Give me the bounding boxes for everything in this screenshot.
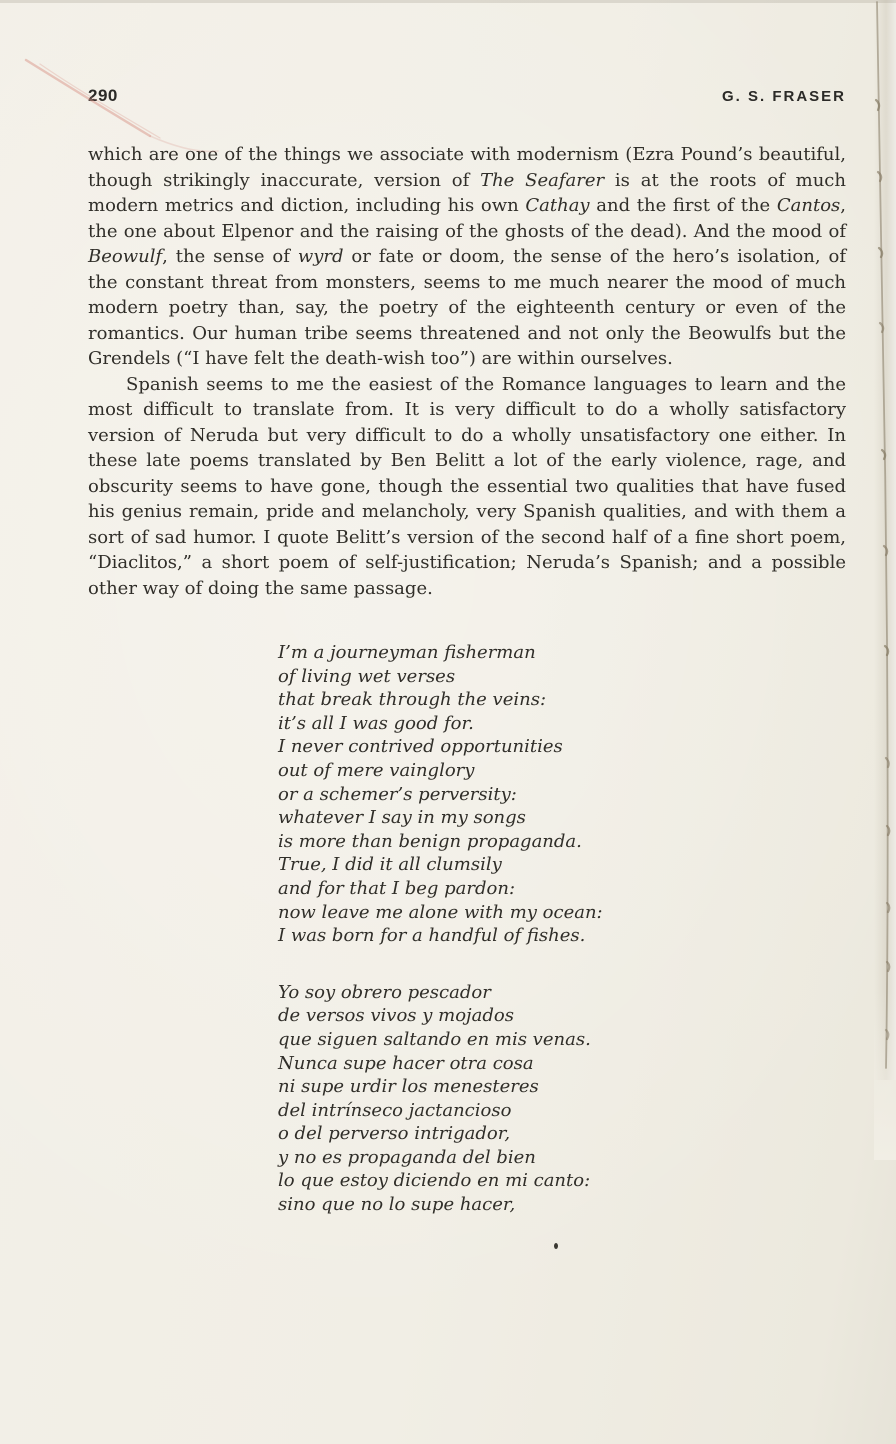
poem-line: Yo soy obrero pescador: [278, 981, 491, 1003]
poem-line: now leave me alone with my ocean:: [278, 901, 603, 923]
body-paragraph: [88, 142, 846, 372]
poem-line: Nunca supe hacer otra cosa: [278, 1052, 534, 1074]
poem-line: and for that I beg pardon:: [278, 877, 516, 899]
paragraph-text: is at the roots of much modern metrics and diction, including his own: [88, 169, 846, 216]
paragraph-text: , the one about Elpenor and the raising of the ghosts of the dead). And the mood of: [88, 195, 846, 242]
page-edge-shadow-fade: [874, 990, 896, 1160]
italic-title-text: wyrd: [297, 246, 344, 267]
italic-title-text: Beowulf: [88, 246, 163, 267]
paragraph-text: or fate or doom, the sense of the hero’s isolation, of the constant threat from monsters, seems to me much nearer the mood of much modern poetry than, say, the poetry of the eighteenth century or even of the romantics. Our human tribe seems threatened and not only the Beowulfs but the Grendels (“I have felt the death-wish too”) are within ourselves.: [88, 246, 846, 369]
poem-line: y no es propaganda del bien: [278, 1146, 536, 1168]
poem-line: True, I did it all clumsily: [278, 854, 502, 876]
page-number: 290: [88, 86, 118, 105]
paragraph-text: and the first of the: [589, 195, 777, 216]
poem-spanish-original: [278, 981, 846, 1217]
paragraph-text: which are one of the things we associate with modernism (Ezra Pound’s beautiful, though strikingly inaccurate, version of: [88, 144, 846, 191]
poem-line: it’s all I was good for.: [278, 712, 474, 734]
paragraph-text: , the sense of: [162, 246, 298, 267]
running-header-author: G. S. FRASER: [721, 88, 846, 105]
paragraph-text: Spanish seems to me the easiest of the Romance languages to learn and the most difficult to translate from. It is very difficult to do a wholly satisfactory version of Neruda but very difficult to do a wholly unsatisfactory one either. In these late poems translated by Ben Belitt a lot of the early violence, rage, and obscurity seems to have gone, though the essential two qualities that have fused his genius remain, pride and melancholy, very Spanish qualities, and with them a sort of sad humor. I quote Belitt’s version of the second half of a fine short poem, “Diaclitos,” a short poem of self-justification; Neruda’s Spanish; and a possible other way of doing the same passage.: [88, 373, 846, 599]
poem-line: del intrínseco jactancioso: [278, 1099, 512, 1121]
body-paragraph: [88, 372, 846, 602]
poem-line: que siguen saltando en mis venas.: [278, 1028, 591, 1050]
poem-line: de versos vivos y mojados: [278, 1005, 514, 1027]
scan-top-edge: [0, 0, 896, 3]
body-text: [88, 142, 846, 601]
running-head-row: [88, 86, 846, 106]
poem-line: I never contrived opportunities: [278, 736, 563, 758]
poem-line: sino que no lo supe hacer,: [278, 1194, 516, 1216]
poem-line: is more than benign propaganda.: [278, 830, 582, 852]
poem-english-translation: [278, 641, 846, 948]
italic-title-text: Cantos: [776, 195, 841, 216]
poem-line: o del perverso intrigador,: [278, 1123, 511, 1145]
ink-dot-mark: [554, 1243, 558, 1249]
italic-title-text: Cathay: [525, 195, 590, 216]
page-content: [88, 86, 846, 1249]
poem-line: lo que estoy diciendo en mi canto:: [278, 1170, 591, 1192]
poem-line: of living wet verses: [278, 665, 456, 687]
page-edge-line: [876, 2, 889, 1068]
poem-line: I’m a journeyman fisherman: [278, 642, 536, 663]
poem-line: whatever I say in my songs: [278, 807, 526, 829]
poem-line: out of mere vainglory: [278, 759, 475, 781]
italic-title-text: The Seafarer: [480, 169, 605, 191]
poem-line: that break through the veins:: [278, 689, 547, 711]
poem-line: I was born for a handful of fishes.: [278, 925, 586, 947]
poem-line: or a schemer’s perversity:: [278, 783, 517, 805]
page-edge-shadow: [874, 0, 896, 1080]
poem-line: ni supe urdir los menesteres: [278, 1076, 539, 1098]
